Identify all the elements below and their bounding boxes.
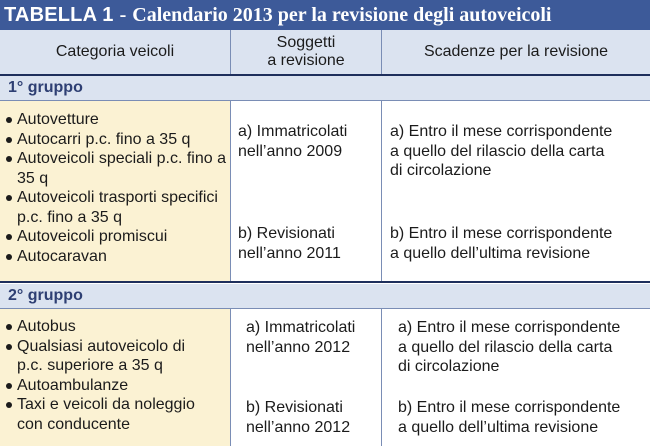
subject-b: b) Revisionati nell’anno 2011 bbox=[238, 225, 341, 262]
column-header-row bbox=[0, 30, 650, 76]
list-item: Autoveicoli trasporti specifici p.c. fino a 35 q bbox=[5, 188, 227, 227]
group-header-2 bbox=[0, 284, 650, 309]
deadline-a: a) Entro il mese corrispondente a quello del rilascio della carta di circolazione bbox=[398, 319, 621, 375]
column-header-subjects: Soggetti a revisione bbox=[267, 34, 345, 69]
group-divider bbox=[0, 281, 650, 283]
list-item: Autocarri p.c. fino a 35 q bbox=[5, 130, 227, 150]
deadline-b: b) Entro il mese corrispondente a quello dell’ultima revisione bbox=[398, 399, 621, 436]
title-separator: - bbox=[119, 3, 127, 26]
deadline-a: a) Entro il mese corrispondente a quello del rilascio della carta di circolazione bbox=[390, 123, 613, 179]
list-item: Qualsiasi autoveicolo di p.c. superiore a 35 q bbox=[5, 337, 205, 376]
group-title: 1° gruppo bbox=[8, 79, 83, 96]
column-divider bbox=[230, 309, 231, 446]
deadline-b: b) Entro il mese corrispondente a quello dell’ultima revisione bbox=[390, 225, 613, 262]
column-divider bbox=[230, 30, 231, 74]
category-cell bbox=[0, 309, 230, 446]
list-item: Taxi e veicoli da noleggio con conducente bbox=[5, 395, 205, 434]
list-item: Autoveicoli speciali p.c. fino a 35 q bbox=[5, 149, 227, 188]
category-list bbox=[5, 110, 227, 266]
subject-a: a) Immatricolati nell’anno 2012 bbox=[246, 319, 356, 356]
column-divider bbox=[381, 101, 382, 281]
list-item: Autovetture bbox=[5, 110, 227, 130]
list-item: Autobus bbox=[5, 317, 205, 337]
list-item: Autocaravan bbox=[5, 247, 227, 267]
column-divider bbox=[230, 101, 231, 281]
group-title: 2° gruppo bbox=[8, 287, 83, 304]
category-list bbox=[5, 317, 205, 434]
subject-b: b) Revisionati nell’anno 2012 bbox=[246, 399, 351, 436]
group-header-1 bbox=[0, 76, 650, 101]
column-header-category: Categoria veicoli bbox=[55, 43, 175, 60]
list-item: Autoambulanze bbox=[5, 376, 205, 396]
column-header-deadlines: Scadenze per la revisione bbox=[423, 43, 609, 60]
column-divider bbox=[381, 309, 382, 446]
list-item: Autoveicoli promiscui bbox=[5, 227, 227, 247]
category-cell bbox=[0, 101, 230, 281]
subject-a: a) Immatricolati nell’anno 2009 bbox=[238, 123, 348, 160]
table-number: TABELLA 1 bbox=[4, 3, 114, 26]
table-title: Calendario 2013 per la revisione degli autoveicoli bbox=[132, 3, 552, 26]
table-title-bar bbox=[0, 0, 650, 30]
column-divider bbox=[381, 30, 382, 74]
